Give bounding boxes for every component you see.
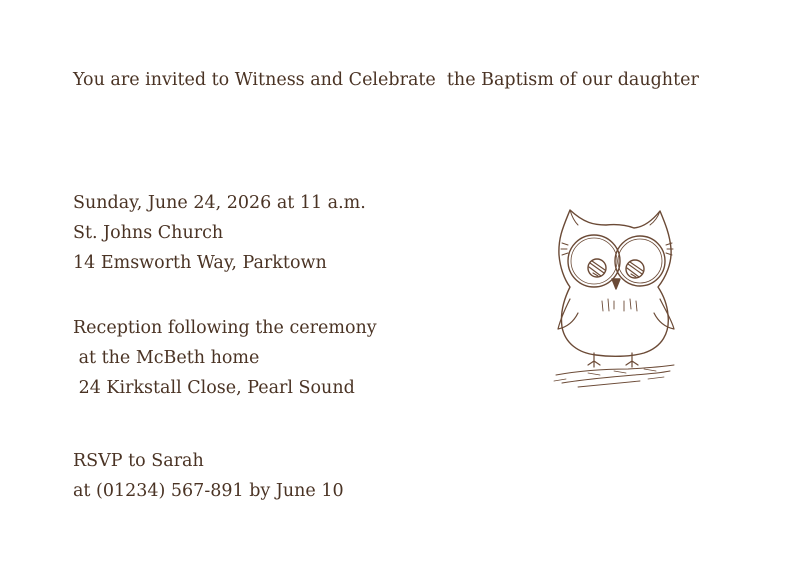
event-date-time: Sunday, June 24, 2026 at 11 a.m. bbox=[73, 193, 366, 213]
event-venue: St. Johns Church bbox=[73, 223, 224, 243]
reception-heading: Reception following the ceremony bbox=[73, 318, 377, 338]
rsvp-phone-deadline: at (01234) 567-891 by June 10 bbox=[73, 481, 344, 501]
invitation-headline: You are invited to Witness and Celebrate the Baptism of our daughter bbox=[73, 70, 699, 90]
event-address: 14 Emsworth Way, Parktown bbox=[73, 253, 327, 273]
reception-address: 24 Kirkstall Close, Pearl Sound bbox=[73, 378, 355, 398]
owl-illustration bbox=[548, 203, 680, 395]
rsvp-contact: RSVP to Sarah bbox=[73, 451, 204, 471]
reception-location: at the McBeth home bbox=[73, 348, 260, 368]
